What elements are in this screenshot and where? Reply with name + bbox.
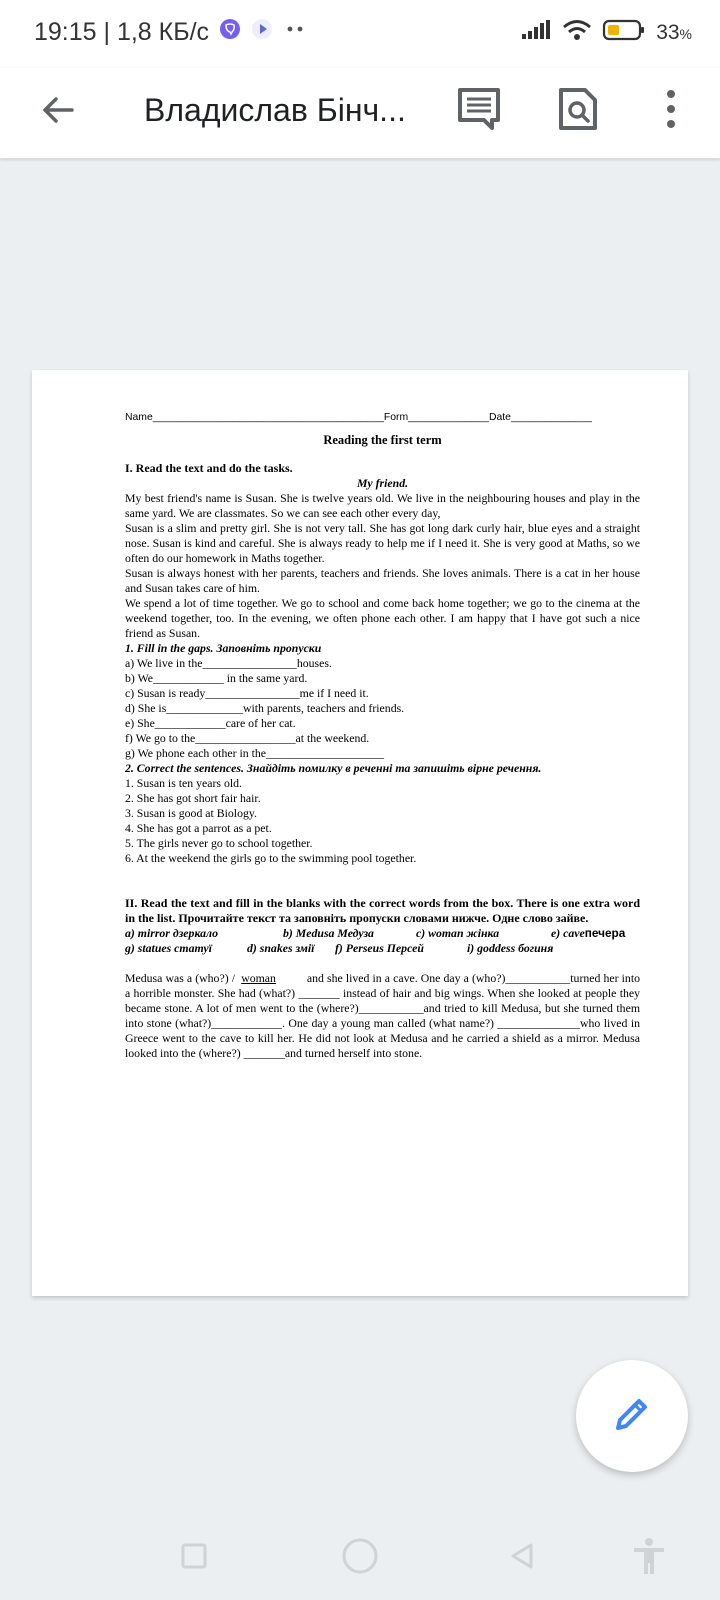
document-page[interactable] — [32, 370, 688, 1296]
more-dots-icon — [283, 18, 307, 47]
document-content — [125, 410, 640, 1061]
signal-icon — [520, 19, 552, 47]
more-vert-icon[interactable] — [656, 86, 686, 132]
pencil-edit-icon — [612, 1394, 652, 1439]
paragraph: Susan is always honest with her parents, teachers and friends. She loves animals. There is a cat in her house and Susan takes care of him. — [125, 566, 640, 595]
list-item: c) Susan is ready________________me if I need it. — [125, 686, 369, 700]
medusa-text: Medusa was a (who?) / woman and she lived in a cave. One day a (who?)___________turned her into a horrible monster. She had (what?) _______ instead of hair and big wings. When she looked at people they became stone. A lot of men went to the (where?)___________and tried to kill Medusa, but she turned them into stone (what?)____________. One day a young man called (what name?) ______________who lived in Greece went to the cave to kill her. He did not look at Medusa and he carried a shield as a mirror. Medusa looked into the (where?) _______and turned herself into stone. — [125, 971, 641, 1060]
list-item: 1. Susan is ten years old. — [125, 776, 242, 790]
back-arrow-icon[interactable] — [36, 88, 80, 132]
list-item: b) We____________ in the same yard. — [125, 671, 308, 685]
section-1-title: I. Read the text and do the tasks. — [125, 461, 293, 475]
task-2-title: 2. Correct the sentences. Знайдіть помилку в реченні та запишіть вірне речення. — [125, 761, 542, 775]
viber-icon — [219, 18, 241, 47]
word-option: g) statues статуї — [125, 941, 212, 955]
list-item: 5. The girls never go to school together. — [125, 836, 313, 850]
section-2-title: II. Read the text and fill in the blanks with the correct words from the box. There is one extra word in the list. Прочитайте текст та заповніть пропуски словами нижче. Одне слово зайве. — [125, 896, 640, 925]
word-option: b) Medusa Медуза — [283, 926, 374, 940]
battery-percent: 33% — [656, 21, 692, 44]
status-bar — [0, 0, 720, 68]
word-option: a) mirror дзеркало — [125, 926, 218, 940]
recent-apps-icon[interactable] — [172, 1534, 216, 1578]
system-nav-bar — [0, 1510, 720, 1600]
word-box-row-2 — [125, 941, 640, 956]
worksheet-title: Reading the first term — [323, 433, 442, 447]
paragraph: My best friend's name is Susan. She is twelve years old. We live in the neighbouring houses and play in the same yard. We are classmates. So we can see each other every day, — [125, 491, 640, 520]
list-item: g) We phone each other in the____________________ — [125, 746, 384, 760]
time-speed-text: 19:15 | 1,8 КБ/с — [34, 18, 210, 46]
play-icon — [251, 18, 273, 47]
home-icon[interactable] — [338, 1534, 382, 1578]
find-in-page-icon[interactable] — [555, 86, 601, 132]
accessibility-icon[interactable] — [627, 1534, 671, 1578]
list-item: d) She is_____________with parents, teachers and friends. — [125, 701, 405, 715]
list-item: 2. She has got short fair hair. — [125, 791, 261, 805]
word-option: e) cave — [551, 926, 585, 940]
comment-icon[interactable] — [456, 86, 502, 132]
word-box-row-1 — [125, 926, 640, 941]
word-option: f) Perseus Персей — [335, 941, 424, 955]
status-right — [520, 18, 692, 48]
paragraph: We spend a lot of time together. We go to school and come back home together; we go to the cinema at the weekend together, too. In the evening, we often phone each other. I am happy that I have got such a nice friend as Susan. — [125, 596, 640, 640]
handwritten-answer: печера — [584, 926, 626, 940]
word-option: d) snakes змії — [247, 941, 315, 955]
app-bar — [0, 68, 720, 159]
story-title: My friend. — [356, 476, 409, 490]
list-item: a) We live in the________________houses. — [125, 656, 332, 670]
battery-icon — [602, 18, 646, 48]
word-option: c) woman жінка — [416, 926, 500, 940]
list-item: 3. Susan is good at Biology. — [125, 806, 257, 820]
name-form-date-line: Name________________________________________Form______________Date______________ — [125, 412, 592, 423]
back-icon[interactable] — [500, 1534, 544, 1578]
list-item: e) She____________care of her cat. — [125, 716, 296, 730]
status-left — [34, 18, 307, 47]
document-title: Владислав Бінч... — [144, 92, 406, 128]
filled-answer: woman — [241, 971, 276, 985]
list-item: f) We go to the_________________at the weekend. — [125, 731, 370, 745]
paragraph: Susan is a slim and pretty girl. She is not very tall. She has got long dark curly hair, blue eyes and a straight nose. Susan is kind and careful. She is always ready to help me if I need it. She is very good at Maths, so we often do our homework in Maths together. — [125, 521, 640, 565]
word-option: i) goddess богиня — [467, 941, 554, 955]
task-1-title: 1. Fill in the gaps. Заповніть пропуски — [125, 641, 322, 655]
list-item: 6. At the weekend the girls go to the swimming pool together. — [125, 851, 417, 865]
list-item: 4. She has got a parrot as a pet. — [125, 821, 272, 835]
wifi-icon — [562, 18, 592, 48]
edit-fab-button[interactable] — [576, 1360, 688, 1472]
